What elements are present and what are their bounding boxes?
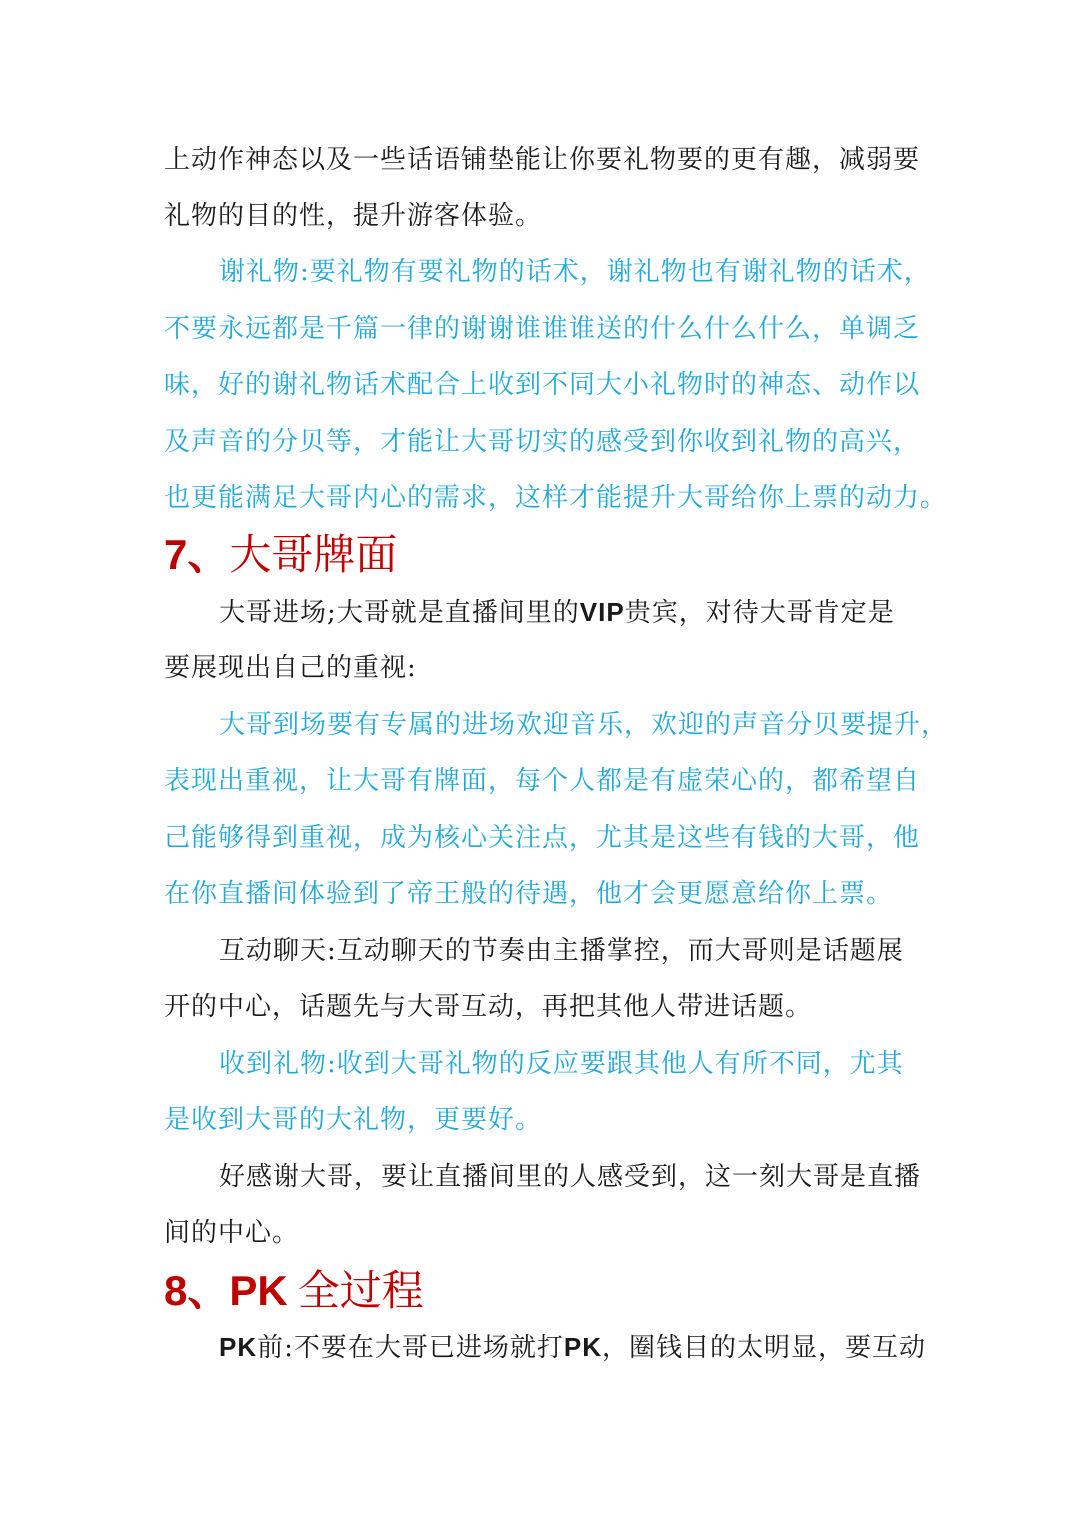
paragraph-line: 在你直播间体验到了帝王般的待遇，他才会更愿意给你上票。 <box>164 879 894 909</box>
paragraph-line <box>219 1331 927 1364</box>
paragraph-line: 大哥到场要有专属的进场欢迎音乐，欢迎的声音分贝要提升， <box>219 710 949 740</box>
paragraph-line: 是收到大哥的大礼物，更要好。 <box>164 1105 543 1135</box>
heading-text: 全过程 <box>297 1266 424 1315</box>
paragraph-line: 不要永远都是千篇一律的谢谢谁谁谁送的什么什么什么，单调乏 <box>164 314 921 344</box>
section-heading-7 <box>164 530 397 580</box>
paragraph-line: 及声音的分贝等，才能让大哥切实的感受到你收到礼物的高兴， <box>164 427 921 457</box>
paragraph-line: 也更能满足大哥内心的需求，这样才能提升大哥给你上票的动力。 <box>164 483 948 513</box>
pk-text: PK <box>219 1332 258 1362</box>
paragraph-line <box>219 596 924 629</box>
paragraph-line: 己能够得到重视，成为核心关注点，尤其是这些有钱的大哥，他 <box>164 823 921 853</box>
heading-text: 大哥牌面 <box>229 530 398 579</box>
paragraph-line: 上动作神态以及一些话语铺垫能让你要礼物要的更有趣，减弱要 <box>164 145 921 175</box>
paragraph-line: 表现出重视，让大哥有牌面，每个人都是有虚荣心的，都希望自 <box>164 766 921 796</box>
paragraph-line: 好感谢大哥，要让直播间里的人感受到，这一刻大哥是直播 <box>219 1162 922 1192</box>
paragraph-line: 谢礼物:要礼物有要礼物的话术，谢礼物也有谢礼物的话术， <box>219 257 931 287</box>
pk-text: PK <box>563 1332 603 1362</box>
paragraph-line: 互动聊天:互动聊天的节奏由主播掌控，而大哥则是话题展 <box>219 936 904 966</box>
paragraph-line: 收到礼物:收到大哥礼物的反应要跟其他人有所不同，尤其 <box>219 1049 904 1079</box>
paragraph-line: 礼物的目的性，提升游客体验。 <box>164 201 543 231</box>
heading-number: 8、PK <box>164 1267 288 1314</box>
paragraph-line: 要展现出自己的重视: <box>164 653 417 683</box>
paragraph-line: 间的中心。 <box>164 1218 300 1248</box>
text-segment: ，圈钱目的太明显，要互动 <box>602 1333 927 1363</box>
text-segment: 前:不要在大哥已进场就打 <box>257 1333 564 1363</box>
text-segment: 贵宾，对待大哥肯定是 <box>624 598 895 628</box>
paragraph-line: 开的中心，话题先与大哥互动，再把其他人带进话题。 <box>164 992 813 1022</box>
heading-number: 7、 <box>164 531 230 578</box>
text-segment: 大哥进场;大哥就是直播间里的 <box>219 598 580 628</box>
paragraph-line: 味，好的谢礼物话术配合上收到不同大小礼物时的神态、动作以 <box>164 370 921 400</box>
section-heading-8 <box>164 1266 424 1316</box>
vip-text: VIP <box>579 597 625 627</box>
